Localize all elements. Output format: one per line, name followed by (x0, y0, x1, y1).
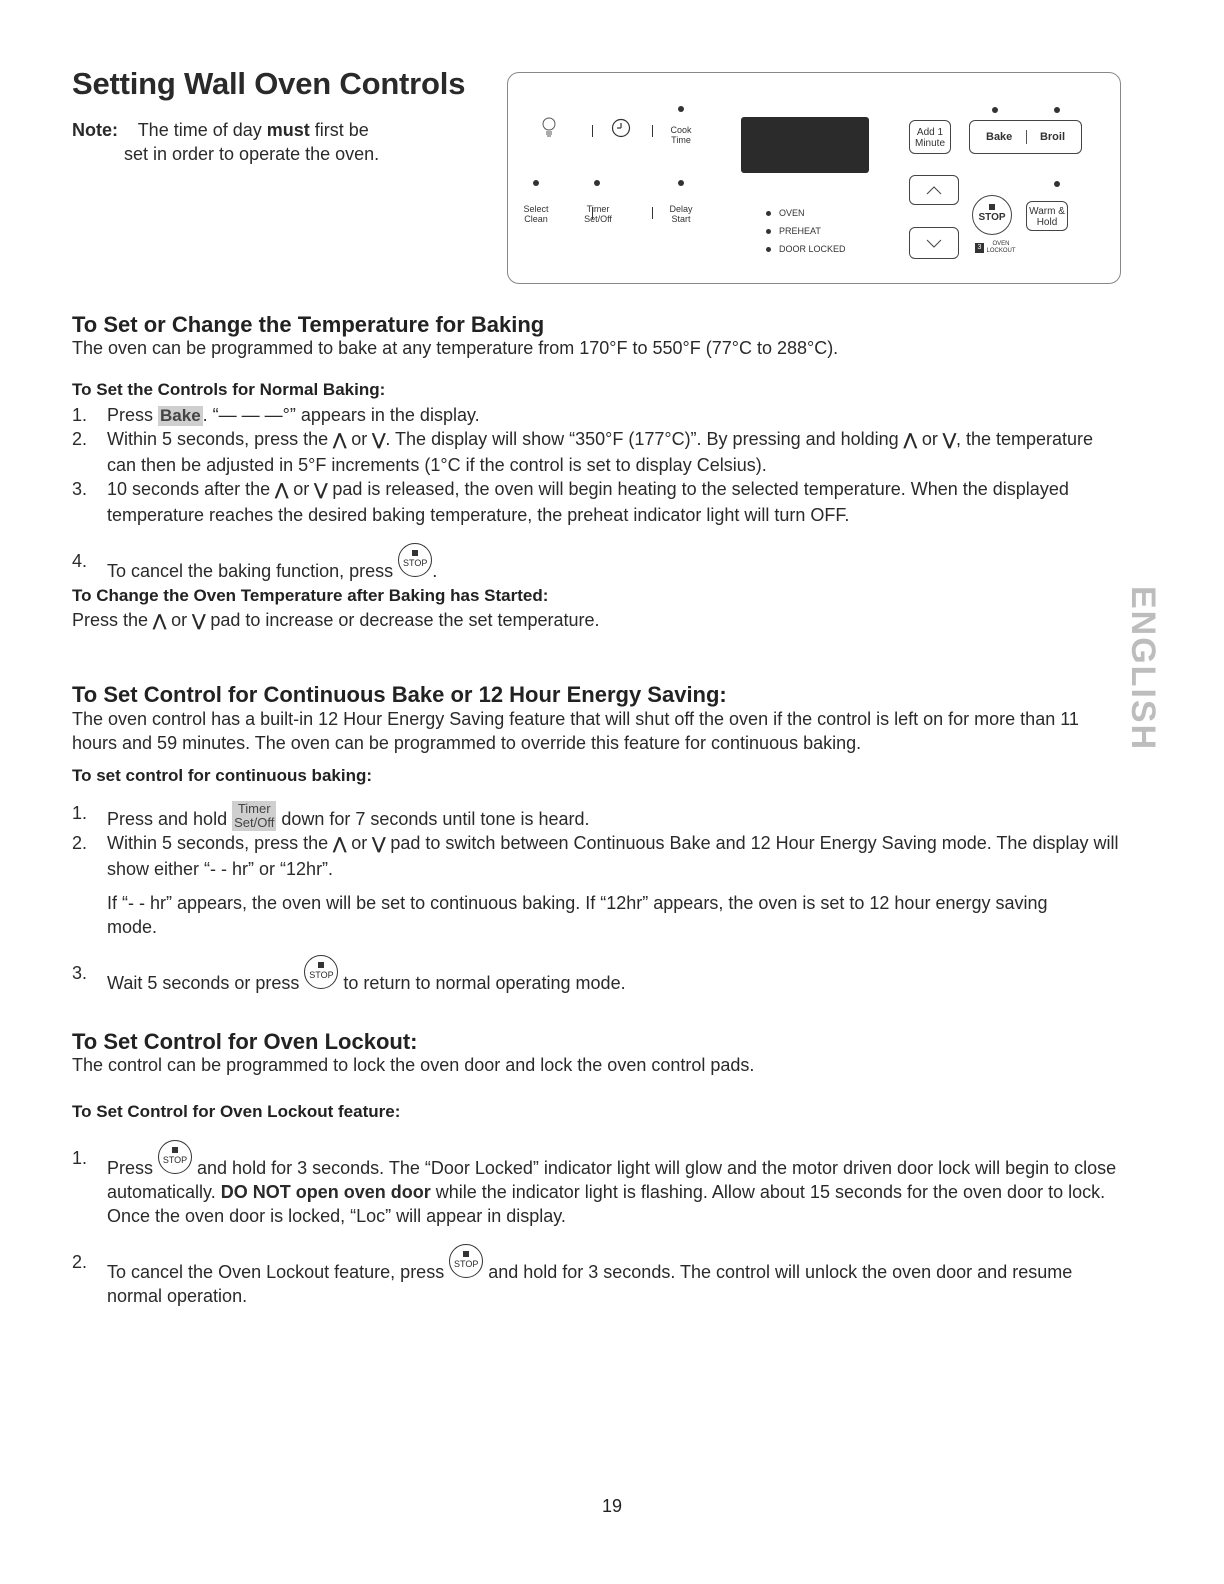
label: LOCKOUT (986, 248, 1016, 254)
bake-label: Bake (986, 131, 1013, 143)
list-item (72, 1250, 1122, 1308)
text: and hold for 3 seconds. The control will unlock the oven door and resume normal operation. (107, 1262, 1073, 1306)
label: Add 1 (916, 127, 944, 138)
warning-text: DO NOT open oven door (220, 1182, 431, 1202)
step-number: 3. (72, 963, 88, 983)
paragraph (72, 608, 600, 634)
label: Time (671, 135, 691, 145)
text: . “— — —°” appears in the display. (202, 405, 480, 425)
label: STOP (978, 212, 1006, 223)
clock-icon (611, 118, 631, 138)
timer-set-off-button (578, 204, 618, 224)
text: pad to increase or decrease the set temperature. (205, 610, 600, 630)
section-intro: The control can be programmed to lock the oven door and lock the oven control pads. (72, 1055, 755, 1075)
separator (652, 125, 653, 137)
section-heading: To Set Control for Continuous Bake or 12 Hour Energy Saving: (72, 682, 727, 707)
text: Within 5 seconds, press the (107, 429, 334, 449)
note-line2: set in order to operate the oven. (124, 144, 380, 164)
delay-start-button (664, 204, 698, 224)
up-arrow-icon: ⋀ (275, 482, 289, 499)
label: OVEN (779, 208, 805, 218)
list-item (72, 831, 1122, 939)
step-number: 1. (72, 803, 88, 823)
label: OVEN (992, 241, 1010, 247)
separator (652, 207, 653, 219)
indicator-dot (1054, 181, 1060, 187)
label: Warm & (1029, 206, 1065, 217)
steps-list (72, 403, 1122, 583)
language-side-tab: ENGLISH (1124, 586, 1162, 752)
indicator-dot (533, 180, 539, 186)
text: To cancel the Oven Lockout feature, press (107, 1262, 450, 1282)
stop-button-icon (304, 955, 338, 989)
note (72, 118, 379, 166)
text: To cancel the baking function, press (107, 561, 399, 581)
text: and hold for 3 seconds. The “Door Locked” indicator light will glow and the motor driven door lock will begin to close automatically. (107, 1158, 1117, 1202)
note-emphasis: must (266, 120, 310, 140)
separator (592, 125, 593, 137)
label: STOP (454, 1259, 479, 1269)
note-text-after: first be (309, 120, 369, 140)
down-arrow-button (909, 227, 959, 259)
label: PREHEAT (779, 226, 821, 236)
down-arrow-icon: ⋁ (942, 432, 956, 449)
bake-pad-chip: Bake (160, 406, 201, 425)
indicator-dot (1054, 107, 1060, 113)
select-clean-button (520, 204, 552, 224)
add-1-minute-button (909, 120, 951, 154)
text: pad is released, the oven will begin heating to the selected temperature. When the displayed temperature reaches the desired baking temperature, the preheat indicator light will turn OFF. (107, 479, 1069, 525)
text: 10 seconds after the (107, 479, 276, 499)
oven-display (741, 117, 869, 173)
indicator-dot (678, 180, 684, 186)
text: Wait 5 seconds or press (107, 973, 305, 993)
up-arrow-icon: ⋀ (333, 836, 347, 853)
label: STOP (309, 970, 334, 980)
subsection-heading: To Set the Controls for Normal Baking: (72, 380, 386, 399)
list-item (72, 961, 1122, 995)
steps-list (72, 801, 1122, 995)
note-text: The time of day (137, 120, 267, 140)
subsection-heading: To Set Control for Oven Lockout feature: (72, 1102, 401, 1121)
indicator-dot (992, 107, 998, 113)
label: Select (523, 204, 549, 214)
text: down for 7 seconds until tone is heard. (276, 809, 590, 829)
text: or (916, 429, 943, 449)
text: Press (107, 1158, 159, 1178)
indicator-preheat (766, 226, 821, 236)
label: STOP (162, 1155, 188, 1165)
chevron-down-icon (910, 228, 958, 258)
note-label: Note: (72, 120, 118, 140)
text: or (166, 610, 193, 630)
section-intro: The oven control has a built-in 12 Hour Energy Saving feature that will shut off the oven if the control is left on for more than 11 hours and 59 minutes. The oven can be programmed to override this feature for continuous baking. (72, 709, 1079, 753)
up-arrow-button (909, 175, 959, 205)
down-arrow-icon: ⋁ (192, 613, 206, 630)
text: or (288, 479, 315, 499)
list-item (72, 1146, 1122, 1228)
text: Press and hold (107, 809, 233, 829)
label: Set/Off (584, 214, 612, 224)
label: DOOR LOCKED (779, 244, 846, 254)
text: Press the (72, 610, 154, 630)
label: Timer (237, 801, 271, 816)
lock-icon (975, 243, 984, 253)
indicator-dot (594, 180, 600, 186)
section-heading: To Set Control for Oven Lockout: (72, 1029, 418, 1054)
indicator-dot (678, 106, 684, 112)
step-number: 1. (72, 405, 88, 425)
up-arrow-icon: ⋀ (153, 613, 167, 630)
indicator-door-locked (766, 244, 846, 254)
cook-time-button (666, 125, 696, 145)
text: . The display will show “350°F (177°C)”. By pressing and holding (385, 429, 904, 449)
text: to return to normal operating mode. (338, 973, 626, 993)
list-item (72, 801, 1122, 831)
stop-button-icon (449, 1244, 483, 1278)
stop-button-icon (158, 1140, 192, 1174)
label: Set/Off (234, 815, 275, 830)
label: Cook (670, 125, 692, 135)
step-number: 2. (72, 429, 88, 449)
up-arrow-icon: ⋀ (903, 432, 917, 449)
label: Start (671, 214, 691, 224)
note-paragraph: If “- - hr” appears, the oven will be set to continuous baking. If “12hr” appears, the oven is set to 12 hour energy saving mode. (107, 893, 1048, 937)
list-item (72, 403, 1122, 427)
indicator-oven (766, 208, 805, 218)
list-item (72, 549, 1122, 583)
text: Press (107, 405, 159, 425)
chevron-up-icon (910, 176, 958, 204)
section-intro: The oven can be programmed to bake at any temperature from 170°F to 550°F (77°C to 288°C). (72, 338, 839, 358)
up-arrow-icon: ⋀ (333, 432, 347, 449)
step-number: 2. (72, 833, 88, 853)
list-item (72, 427, 1122, 477)
label: Clean (524, 214, 548, 224)
stop-button-icon (398, 543, 432, 577)
steps-list (72, 1146, 1122, 1308)
bake-broil-button (969, 120, 1082, 154)
label: STOP (403, 558, 428, 568)
oven-lockout-label (986, 241, 1016, 255)
text: while the indicator light is flashing. Allow about 15 seconds for the oven door to lock. Once the oven door is locked, “Loc” will appear in display. (107, 1182, 1106, 1226)
page-number: 19 (601, 1496, 623, 1516)
text: . (432, 561, 438, 581)
page-title: Setting Wall Oven Controls (72, 66, 466, 101)
text: pad to switch between Continuous Bake and 12 Hour Energy Saving mode. The display will show either “- - hr” or “12hr”. (107, 833, 1119, 879)
stop-button (972, 195, 1012, 235)
section-heading: To Set or Change the Temperature for Baking (72, 312, 545, 337)
broil-label: Broil (1039, 131, 1065, 143)
label: Hold (1036, 217, 1058, 228)
down-arrow-icon: ⋁ (372, 836, 386, 853)
label: 3 (977, 244, 982, 251)
control-panel-diagram (507, 72, 1121, 284)
step-number: 4. (72, 551, 88, 571)
light-bulb-icon (542, 117, 556, 139)
down-arrow-icon: ⋁ (372, 432, 386, 449)
text: or (346, 429, 373, 449)
list-item (72, 477, 1122, 527)
stop-square-icon (989, 204, 995, 210)
text: or (346, 833, 373, 853)
text: Within 5 seconds, press the (107, 833, 334, 853)
step-number: 1. (72, 1148, 88, 1168)
separator (1026, 130, 1027, 144)
label: Timer (586, 204, 610, 214)
label: Delay (669, 204, 693, 214)
step-number: 3. (72, 479, 88, 499)
label: Minute (914, 138, 945, 149)
down-arrow-icon: ⋁ (314, 482, 328, 499)
step-number: 2. (72, 1252, 88, 1272)
subsection-heading: To set control for continuous baking: (72, 766, 373, 785)
text: , the temperature can then be adjusted in 5°F increments (1°C if the control is set to display Celsius). (107, 429, 1094, 475)
timer-set-off-chip (232, 801, 276, 831)
warm-hold-button (1026, 201, 1068, 231)
subsection-heading: To Change the Oven Temperature after Baking has Started: (72, 586, 549, 605)
